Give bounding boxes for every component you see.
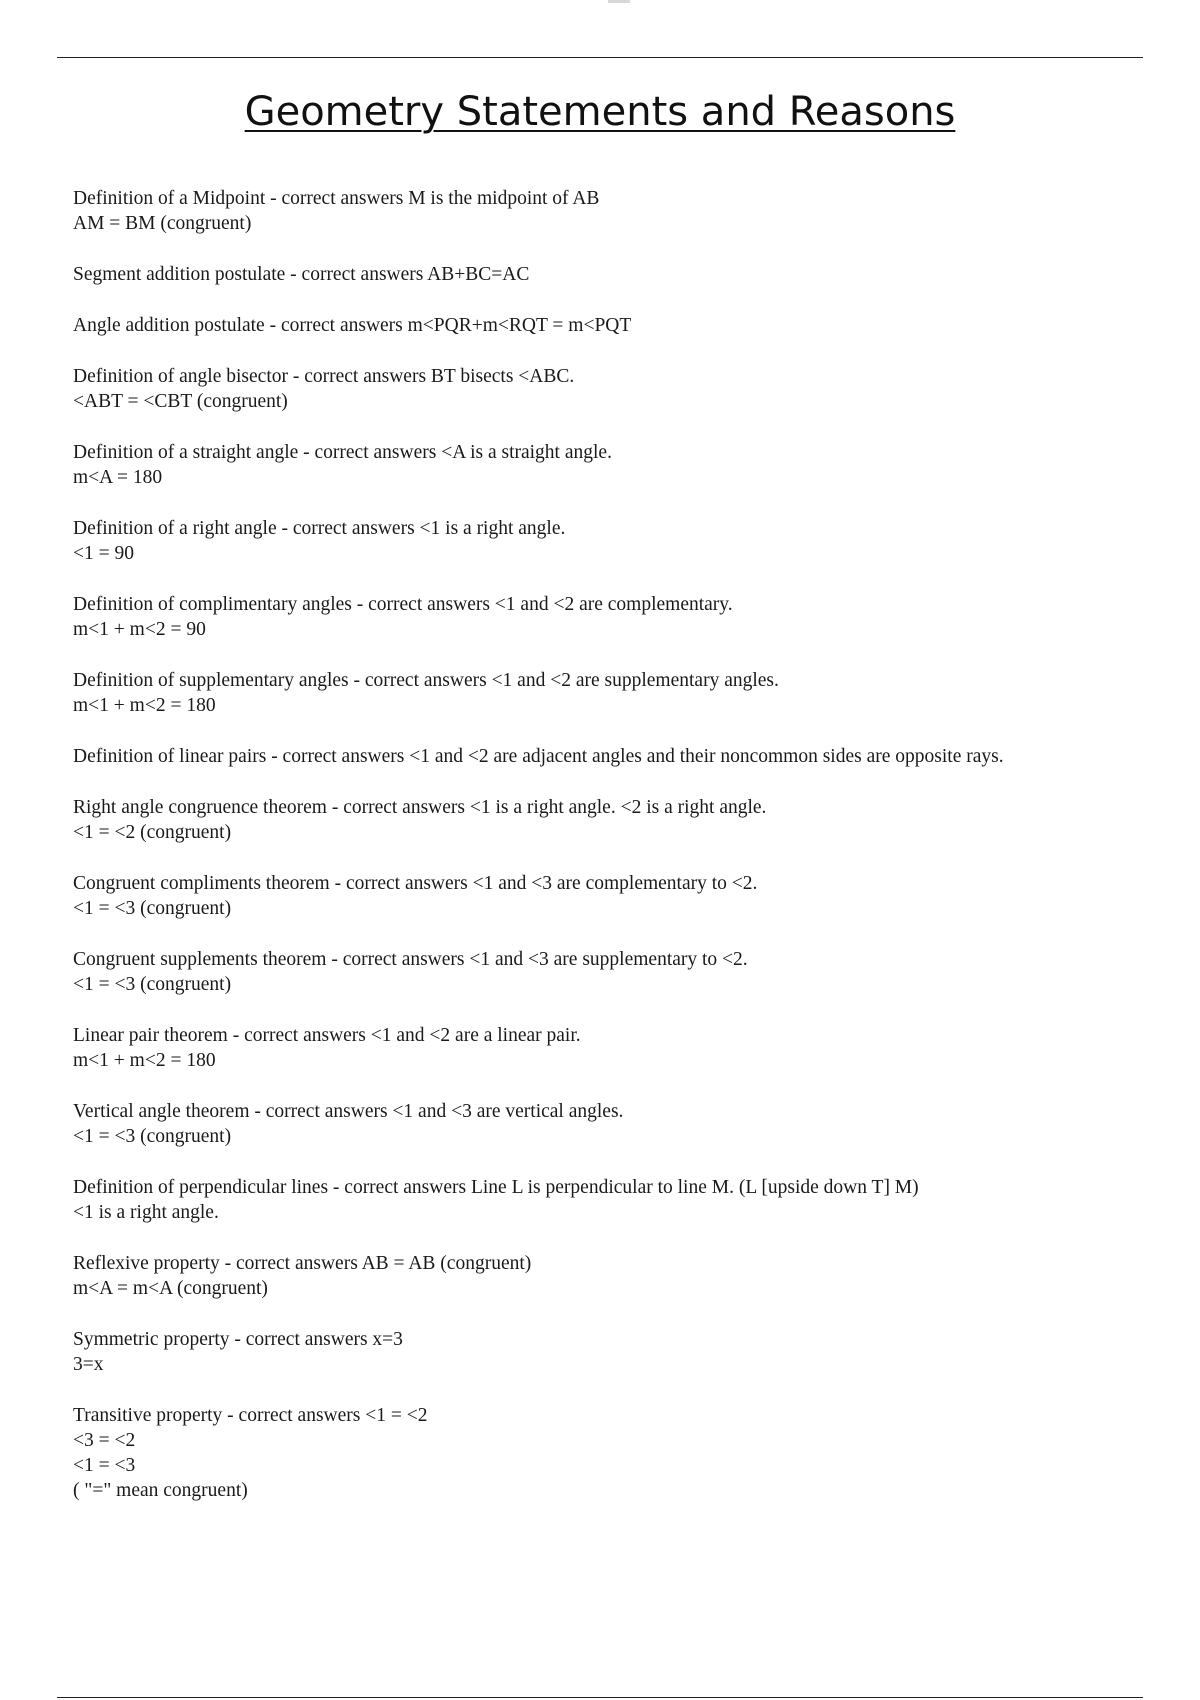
footer-rule xyxy=(57,1697,1143,1698)
entry-block xyxy=(73,871,1183,921)
entry-block xyxy=(73,1023,1183,1073)
entry-reason-line: <3 = <2 xyxy=(73,1430,136,1451)
entry-statement: Right angle congruence theorem - correct answers <1 is a right angle. <2 is a right angle. xyxy=(73,797,767,818)
entry-statement: Definition of perpendicular lines - correct answers Line L is perpendicular to line M. (L [upside down T] M) xyxy=(73,1177,919,1198)
entry-block xyxy=(73,364,1183,414)
entry-reason-line: m<1 + m<2 = 180 xyxy=(73,695,216,716)
entry-block xyxy=(73,592,1183,642)
entry-statement: Definition of complimentary angles - correct answers <1 and <2 are complementary. xyxy=(73,594,733,615)
entry-reason-line: m<1 + m<2 = 90 xyxy=(73,619,206,640)
entry-block xyxy=(73,795,1183,845)
entry-block xyxy=(73,313,1183,338)
page-title xyxy=(0,86,1200,138)
entry-block xyxy=(73,1251,1183,1301)
entry-block xyxy=(73,744,1183,769)
entry-reason-line: m<A = m<A (congruent) xyxy=(73,1278,268,1299)
entry-statement: Transitive property - correct answers <1 = <2 xyxy=(73,1405,428,1426)
entry-block xyxy=(73,668,1183,718)
entry-statement: Reflexive property - correct answers AB = AB (congruent) xyxy=(73,1253,532,1274)
entry-reason-line: <1 = <2 (congruent) xyxy=(73,822,232,843)
entry-reason-line: ( "=" mean congruent) xyxy=(73,1480,248,1501)
entry-reason-line: m<1 + m<2 = 180 xyxy=(73,1050,216,1071)
entry-statement: Linear pair theorem - correct answers <1 and <2 are a linear pair. xyxy=(73,1025,581,1046)
entry-list xyxy=(73,186,1183,1529)
page-title-text: Geometry Statements and Reasons xyxy=(244,89,956,135)
entry-block xyxy=(73,262,1183,287)
entry-statement: Definition of linear pairs - correct answers <1 and <2 are adjacent angles and their noncommon sides are opposite rays. xyxy=(73,746,1004,767)
entry-reason-line: <1 = <3 (congruent) xyxy=(73,898,232,919)
entry-block xyxy=(73,947,1183,997)
entry-reason-line: m<A = 180 xyxy=(73,467,163,488)
top-edge-mark xyxy=(608,0,630,3)
entry-block xyxy=(73,1327,1183,1377)
entry-statement: Congruent compliments theorem - correct answers <1 and <3 are complementary to <2. xyxy=(73,873,758,894)
entry-block xyxy=(73,1099,1183,1149)
entry-statement: Definition of a Midpoint - correct answers M is the midpoint of AB xyxy=(73,188,600,209)
entry-block xyxy=(73,1175,1183,1225)
entry-statement: Definition of angle bisector - correct answers BT bisects <ABC. xyxy=(73,366,575,387)
entry-reason-line: 3=x xyxy=(73,1354,104,1375)
entry-block xyxy=(73,516,1183,566)
entry-statement: Congruent supplements theorem - correct answers <1 and <3 are supplementary to <2. xyxy=(73,949,748,970)
entry-reason-line: AM = BM (congruent) xyxy=(73,213,252,234)
entry-reason-line: <1 = <3 (congruent) xyxy=(73,974,232,995)
entry-reason-line: <1 is a right angle. xyxy=(73,1202,219,1223)
entry-statement: Definition of a right angle - correct answers <1 is a right angle. xyxy=(73,518,566,539)
entry-block xyxy=(73,186,1183,236)
entry-statement: Definition of supplementary angles - correct answers <1 and <2 are supplementary angles. xyxy=(73,670,779,691)
entry-reason-line: <1 = <3 xyxy=(73,1455,136,1476)
entry-statement: Definition of a straight angle - correct answers <A is a straight angle. xyxy=(73,442,612,463)
entry-reason-line: <1 = 90 xyxy=(73,543,134,564)
entry-statement: Vertical angle theorem - correct answers <1 and <3 are vertical angles. xyxy=(73,1101,624,1122)
entry-reason-line: <ABT = <CBT (congruent) xyxy=(73,391,288,412)
header-rule xyxy=(57,57,1143,58)
entry-block xyxy=(73,1403,1183,1503)
entry-statement: Segment addition postulate - correct answers AB+BC=AC xyxy=(73,264,530,285)
entry-block xyxy=(73,440,1183,490)
entry-reason-line: <1 = <3 (congruent) xyxy=(73,1126,232,1147)
entry-statement: Angle addition postulate - correct answers m<PQR+m<RQT = m<PQT xyxy=(73,315,632,336)
entry-statement: Symmetric property - correct answers x=3 xyxy=(73,1329,403,1350)
